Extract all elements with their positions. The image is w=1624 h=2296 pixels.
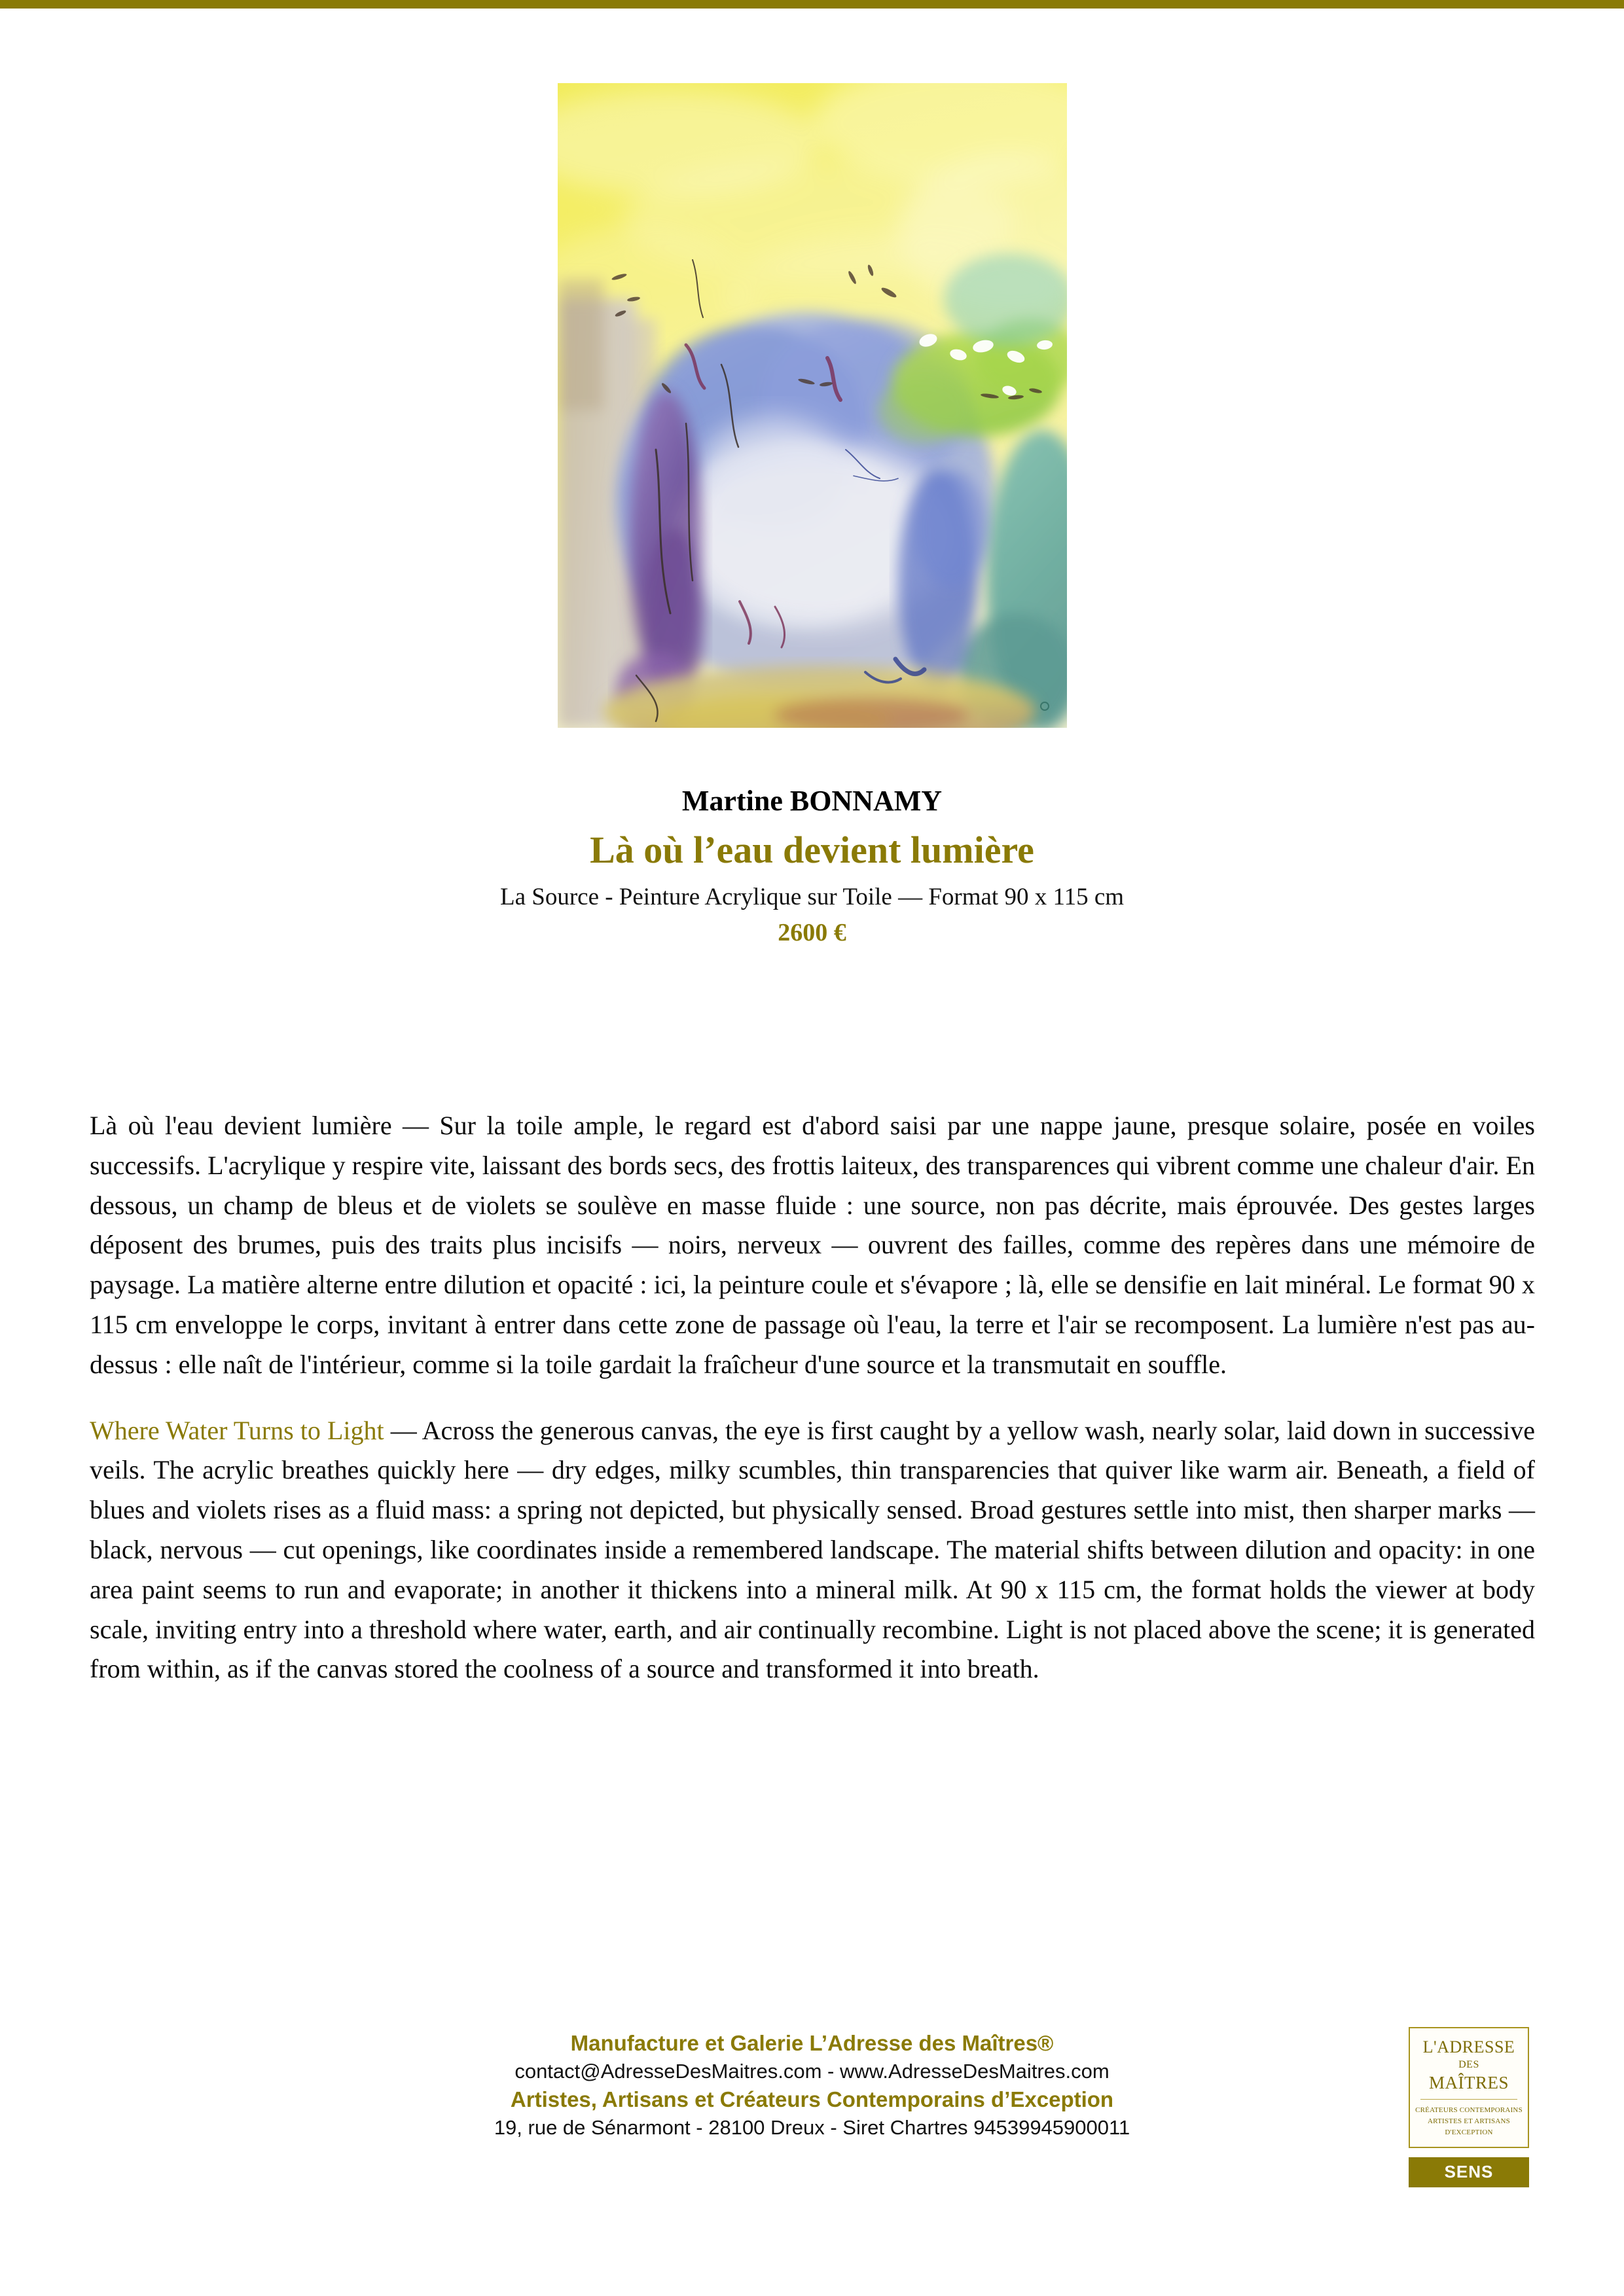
adresse-des-maitres-logo xyxy=(1409,2027,1529,2148)
page-title: Là où l’eau devient lumière xyxy=(590,829,1034,872)
english-body-text: — Across the generous canvas, the eye is first caught by a yellow wash, nearly solar, laid down in successive veils. The acrylic breathes quickly here — dry edges, milky scumbles, thin transparencies that quiver like warm air. Beneath, a field of blues and violets rises as a fluid mass: a spring not depicted, but physically sensed. Broad gestures settle into mist, then sharper marks — black, nervous — cut openings, like coordinates inside a remembered landscape. The material shifts between dilution and opacity: in one area paint seems to run and evaporate; in another it thickens into a mineral milk. At 90 x 115 cm, the format holds the viewer at body scale, inviting entry into a threshold where water, earth, and air continually recombine. Light is not placed above the scene; it is generated from within, as if the canvas stored the coolness of a source and transformed it into breath. xyxy=(90,1415,1535,1684)
logo-line-maitres: MAÎTRES xyxy=(1428,2072,1509,2092)
logo-subtitle-line-2: ARTISTES ET ARTISANS xyxy=(1428,2117,1510,2125)
logo-subtitle-line-1: CRÉATEURS CONTEMPORAINS xyxy=(1415,2106,1523,2114)
brand-logo-block xyxy=(1409,2027,1529,2187)
artwork-price: 2600 € xyxy=(778,919,846,947)
footer-tagline: Artistes, Artisans et Créateurs Contemporains d’Exception xyxy=(510,2087,1114,2111)
artist-name: Martine BONNAMY xyxy=(681,785,943,817)
artwork-title-block xyxy=(0,785,1624,948)
painting-canvas xyxy=(558,83,1067,728)
logo-line-des: DES xyxy=(1458,2058,1479,2070)
footer-contact-line[interactable]: contact@AdresseDesMaitres.com - www.AdresseDesMaitres.com xyxy=(514,2060,1110,2083)
logo-subtitle-line-3: D'EXCEPTION xyxy=(1445,2128,1493,2137)
logo-line-adresse: L'ADRESSE xyxy=(1422,2037,1515,2056)
footer-contact-block xyxy=(0,2029,1624,2142)
description-paragraph-french: Là où l'eau devient lumière — Sur la toile ample, le regard est d'abord saisi par une nappe jaune, presque solaire, posée en voiles successifs. L'acrylique y respire vite, laissant des bords secs, des frottis laiteux, des transparences qui vibrent comme une chaleur d'air. En dessous, un champ de bleus et de violets se soulève en masse fluide : une source, non pas décrite, mais éprouvée. Des gestes larges déposent des brumes, puis des traits plus incisifs — noirs, nerveux — ouvrent des failles, comme des repères dans une mémoire de paysage. La matière alterne entre dilution et opacité : ici, la peinture coule et s'évapore ; là, elle se densifie en lait minéral. Le format 90 x 115 cm enveloppe le corps, invitant à entrer dans cette zone de passage où l'eau, la terre et l'air se recomposent. La lumière n'est pas au-dessus : elle naît de l'intérieur, comme si la toile gardait la fraîcheur d'une source et la transmutait en souffle. xyxy=(90,1111,1535,1379)
footer-company-name: Manufacture et Galerie L’Adresse des Maîtres® xyxy=(570,2031,1054,2055)
top-accent-bar xyxy=(0,0,1624,9)
artwork-image xyxy=(558,83,1067,728)
sens-badge: SENS xyxy=(1409,2157,1529,2187)
footer-address-line: 19, rue de Sénarmont - 28100 Dreux - Siret Chartres 94539945900011 xyxy=(494,2115,1130,2139)
logo-divider xyxy=(1420,2099,1517,2100)
english-lead-phrase: Where Water Turns to Light xyxy=(90,1415,384,1445)
artwork-medium-dimensions: La Source - Peinture Acrylique sur Toile — Format 90 x 115 cm xyxy=(499,884,1125,911)
description-paragraph-english xyxy=(90,1411,1535,1690)
description-body xyxy=(90,1106,1535,1689)
